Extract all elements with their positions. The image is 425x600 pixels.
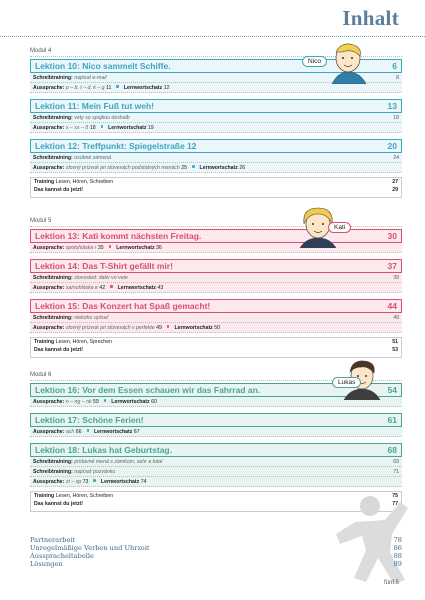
row-page: 74 — [140, 478, 147, 485]
aussprache-row — [30, 427, 402, 437]
row-topic: n – ng – nk — [65, 398, 92, 405]
lesson-15-header[interactable] — [30, 299, 402, 313]
row-topic: samohláska e — [65, 284, 98, 291]
title-divider — [0, 36, 425, 37]
check-page: 53 — [392, 347, 398, 353]
row-label: Aussprache: — [33, 398, 65, 405]
training-box — [30, 337, 402, 358]
row-label: Schreibtraining: — [33, 468, 73, 475]
training-box — [30, 177, 402, 198]
appendix-list — [30, 536, 402, 568]
schreibtraining-row — [30, 457, 402, 467]
modul-label: Modul 6 — [30, 372, 52, 378]
lernwortschatz-label: Lernwortschatz — [174, 324, 213, 331]
appendix-label: Partnerarbeit — [30, 536, 76, 544]
schreibtraining-row — [30, 313, 402, 323]
lesson-title: Lektion 16: Vor dem Essen schauen wir das Fahrrad an. — [35, 385, 261, 395]
appendix-label: Ausspracheltabelle — [30, 552, 94, 560]
row-page: 26 — [239, 164, 246, 171]
lesson-11-header[interactable] — [30, 99, 402, 113]
row-page: 18 — [393, 114, 399, 121]
appendix-page: 86 — [393, 544, 402, 552]
row-page: 73 — [82, 478, 89, 485]
lesson-page: 44 — [387, 301, 397, 311]
row-label: Schreibtraining: — [33, 458, 73, 465]
aussprache-row — [30, 477, 402, 487]
row-topic: slovný prízvuk pri slovesách v perfekte — [65, 324, 155, 331]
check-label: Das kannst du jetzt! — [34, 187, 84, 193]
row-topic: prídavné mená s zámkom, sehr a total — [74, 458, 163, 465]
row-label: Aussprache: — [33, 84, 65, 91]
training-label: Training — [34, 493, 55, 499]
training-items: Lesen, Hören, Sprechen — [55, 339, 112, 345]
check-label: Das kannst du jetzt! — [34, 501, 84, 507]
appendix-item[interactable] — [30, 560, 402, 568]
row-page: 35 — [97, 244, 104, 251]
training-label: Training — [34, 179, 55, 185]
row-label: Aussprache: — [33, 124, 65, 131]
lernwortschatz-label: Lernwortschatz — [117, 284, 156, 291]
lesson-title: Lektion 14: Das T-Shirt gefällt mir! — [35, 261, 173, 271]
training-page: 51 — [392, 339, 398, 345]
aussprache-row — [30, 283, 402, 293]
row-page: 59 — [93, 398, 99, 405]
lesson-title: Lektion 15: Das Konzert hat Spaß gemacht! — [35, 301, 211, 311]
lernwortschatz-label: Lernwortschatz — [199, 164, 238, 171]
lesson-title: Lektion 11: Mein Fuß tut weh! — [35, 101, 154, 111]
row-topic: vety so spojkou deshalb — [74, 114, 130, 121]
row-page: 25 — [181, 164, 188, 171]
lesson-page: 30 — [387, 231, 397, 241]
row-label: Aussprache: — [33, 428, 65, 435]
lesson-page: 6 — [392, 61, 397, 71]
lesson-18-header[interactable] — [30, 443, 402, 457]
appendix-item[interactable] — [30, 552, 402, 560]
row-page: 66 — [75, 428, 82, 435]
row-page: 39 — [393, 274, 399, 281]
lernwortschatz-label: Lernwortschatz — [94, 428, 133, 435]
row-page: 19 — [147, 124, 154, 131]
lukas-name-bubble: Lukas — [332, 377, 361, 388]
lesson-12-header[interactable] — [30, 139, 402, 153]
bullet-icon — [167, 325, 170, 328]
bullet-icon — [93, 479, 96, 482]
lesson-title: Lektion 12: Treffpunkt: Spiegelstraße 12 — [35, 141, 197, 151]
lesson-page: 20 — [387, 141, 397, 151]
lernwortschatz-label: Lernwortschatz — [108, 124, 147, 131]
row-label: Aussprache: — [33, 478, 65, 485]
schreibtraining-row — [30, 273, 402, 283]
lesson-14-header[interactable] — [30, 259, 402, 273]
row-page: 18 — [89, 124, 96, 131]
row-topic: slovosled: dativ vo vete — [74, 274, 128, 281]
bullet-icon — [116, 85, 119, 88]
lesson-title: Lektion 18: Lukas hat Geburtstag. — [35, 445, 172, 455]
nico-name-bubble: Nico — [302, 56, 327, 67]
appendix-page: 89 — [393, 560, 402, 568]
row-label: Aussprache: — [33, 324, 65, 331]
row-page: 50 — [214, 324, 221, 331]
row-page: 42 — [99, 284, 106, 291]
lesson-page: 37 — [387, 261, 397, 271]
row-topic: osobné zámená — [74, 154, 112, 161]
row-topic: napísať pozvánku — [74, 468, 116, 475]
appendix-item[interactable] — [30, 536, 402, 544]
row-topic: p – b, t – d, k – g — [65, 84, 105, 91]
row-page: 24 — [393, 154, 399, 161]
schreibtraining-row — [30, 153, 402, 163]
appendix-label: Unregelmäßige Verben und Uhrzeit — [30, 544, 150, 552]
row-page: 67 — [133, 428, 140, 435]
page-title: Inhalt — [342, 6, 399, 30]
row-topic: spoluhláska r — [65, 244, 97, 251]
lesson-title: Lektion 13: Kati kommt nächsten Freitag. — [35, 231, 202, 241]
row-page: 71 — [393, 468, 399, 475]
lesson-title: Lektion 10: Nico sammelt Schiffe. — [35, 61, 171, 71]
row-label: Schreibtraining: — [33, 154, 73, 161]
row-page: 69 — [393, 458, 399, 465]
row-page: 12 — [163, 84, 170, 91]
row-page: 43 — [157, 284, 164, 291]
bullet-icon — [87, 429, 90, 432]
row-page: 49 — [156, 324, 162, 331]
aussprache-row — [30, 323, 402, 333]
bullet-icon — [110, 285, 113, 288]
training-page: 27 — [392, 179, 398, 185]
lernwortschatz-label: Lernwortschatz — [123, 84, 163, 91]
row-topic: zt – sp — [65, 478, 82, 485]
appendix-page: 78 — [393, 536, 402, 544]
lernwortschatz-label: Lernwortschatz — [111, 398, 150, 405]
row-label: Aussprache: — [33, 284, 65, 291]
training-page: 75 — [392, 493, 398, 499]
row-page: 11 — [106, 84, 112, 91]
row-label: Aussprache: — [33, 244, 65, 251]
schreibtraining-row — [30, 113, 402, 123]
appendix-label: Lösungen — [30, 560, 63, 568]
bullet-icon — [109, 245, 112, 248]
page-number-footer: fünf 5 — [383, 580, 399, 586]
modul-label: Modul 4 — [30, 48, 52, 54]
row-page: 60 — [151, 398, 157, 405]
row-label: Schreibtraining: — [33, 74, 73, 81]
row-topic: slovný prízvuk pri slovesách podstatných menách — [65, 164, 180, 171]
lesson-page: 13 — [387, 101, 397, 111]
lesson-page: 68 — [387, 445, 397, 455]
row-label: Schreibtraining: — [33, 314, 73, 321]
kati-name-bubble: Kati — [328, 222, 351, 233]
lesson-page: 54 — [387, 385, 397, 395]
bullet-icon — [192, 165, 195, 168]
bullet-icon — [101, 125, 104, 128]
row-page: 36 — [156, 244, 162, 251]
aussprache-row — [30, 163, 402, 173]
lesson-17-header[interactable] — [30, 413, 402, 427]
aussprache-row — [30, 83, 402, 93]
lernwortschatz-label: Lernwortschatz — [100, 478, 140, 485]
training-items: Lesen, Hören, Schreiben — [55, 493, 114, 499]
training-items: Lesen, Hören, Schreiben — [55, 179, 114, 185]
lesson-title: Lektion 17: Schöne Ferien! — [35, 415, 144, 425]
row-topic: s – ss – ß — [65, 124, 89, 131]
row-label: Aussprache: — [33, 164, 65, 171]
row-page: 8 — [396, 74, 399, 81]
appendix-item[interactable] — [30, 544, 402, 552]
check-page: 77 — [392, 501, 398, 507]
row-label: Schreibtraining: — [33, 274, 73, 281]
row-topic: niekoho opísať — [74, 314, 109, 321]
schreibtraining-row — [30, 467, 402, 477]
bullet-icon — [104, 399, 107, 402]
check-label: Das kannst du jetzt! — [34, 347, 84, 353]
row-topic: napisat e-mail — [74, 74, 107, 81]
row-page: 49 — [393, 314, 399, 321]
lesson-page: 61 — [387, 415, 397, 425]
lernwortschatz-label: Lernwortschatz — [116, 244, 155, 251]
aussprache-row — [30, 123, 402, 133]
row-label: Schreibtraining: — [33, 114, 73, 121]
appendix-page: 88 — [393, 552, 402, 560]
check-page: 29 — [392, 187, 398, 193]
training-label: Training — [34, 339, 55, 345]
modul-label: Modul 5 — [30, 218, 52, 224]
row-topic: ach — [65, 428, 75, 435]
